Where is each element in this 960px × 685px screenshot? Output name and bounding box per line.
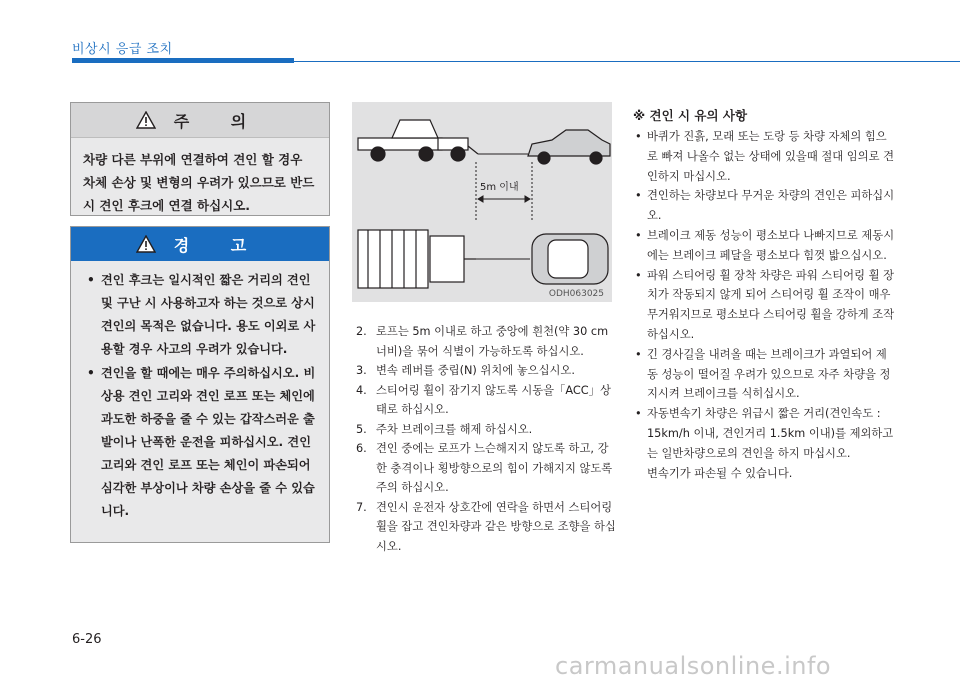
note-item: • 바퀴가 진흙, 모래 또는 도랑 등 차량 자체의 힘으로 빠져 나올수 없는 상태에 있을때 절대 임의로 견인하지 마십시오. bbox=[633, 127, 895, 186]
caution-header bbox=[71, 103, 329, 138]
distance-label: 5m 이내 bbox=[480, 178, 519, 193]
note-item: • 긴 경사길을 내려올 때는 브레이크가 과열되어 제동 성능이 떨어질 우려가 있으므로 자주 차량을 정지시켜 브레이크를 식히십시오. bbox=[633, 345, 895, 404]
warning-triangle-icon bbox=[136, 111, 156, 129]
sedan-side bbox=[528, 130, 610, 164]
sedan-top bbox=[532, 234, 608, 284]
towing-illustration bbox=[352, 102, 612, 302]
warning-list bbox=[71, 261, 329, 523]
step-item: 4. 스티어링 휠이 잠기지 않도록 시동을「ACC」상태로 하십시오. bbox=[356, 383, 611, 416]
notes-list bbox=[633, 127, 895, 483]
step-item: 7. 견인시 운전자 상호간에 연락을 하면서 스티어링 휠을 잡고 견인차량과 같은 방향으로 조향을 하십시오. bbox=[356, 500, 616, 553]
warning-item: • 견인 후크는 일시적인 짧은 거리의 견인 및 구난 시 사용하고자 하는 것으로 상시 견인의 목적은 없습니다. 용도 이외로 사용할 경우 사고의 우려가 있습니다. bbox=[85, 269, 319, 361]
note-item: • 자동변속기 차량은 위급시 짧은 거리(견인속도 : 15km/h 이내, 견인거리 1.5km 이내)를 제외하고는 일반차량으로의 견인을 하지 마십시오. 변속기가 파손될 수 있습니다. bbox=[633, 404, 895, 483]
notes-title: ※ 견인 시 유의 사항 bbox=[633, 108, 748, 123]
caution-text: 차량 다른 부위에 연결하여 견인 할 경우 차체 손상 및 변형의 우려가 있으므로 반드시 견인 후크에 연결 하십시오. bbox=[83, 152, 315, 213]
tow-truck-side bbox=[358, 120, 478, 161]
watermark: carmanualsonline.info bbox=[555, 652, 832, 680]
header-rule-thin bbox=[294, 61, 960, 62]
note-item: • 파워 스티어링 휠 장착 차량은 파워 스티어링 휠 장치가 작동되지 않게 되어 스티어링 휠 조작이 매우 무거워지므로 평소보다 스티어링 휠을 강하게 조작하십시오. bbox=[633, 266, 895, 345]
step-item: 6. 견인 중에는 로프가 느슨해지지 않도록 하고, 강한 충격이나 횡방향으로의 힘이 가해지지 않도록 주의 하십시오. bbox=[356, 442, 613, 494]
header-rule-thick bbox=[72, 58, 294, 63]
caution-box bbox=[70, 102, 330, 216]
note-item: • 브레이크 제동 성능이 평소보다 나빠지므로 제동시에는 브레이크 페달을 평소보다 힘껏 밟으십시오. bbox=[633, 226, 895, 266]
warning-header bbox=[71, 227, 329, 261]
warning-item: • 견인을 할 때에는 매우 주의하십시오. 비상용 견인 고리와 견인 로프 또는 체인에 과도한 하중을 줄 수 있는 갑작스러운 출발이나 난폭한 운전을 피하십시오. 견인 고리와 견인 로프 또는 체인이 파손되어 심각한 부상이나 차량 손상을 줄 수 있습니다. bbox=[85, 362, 319, 523]
section-title: 비상시 응급 조치 bbox=[72, 42, 173, 57]
warning-title: 경 고 bbox=[173, 235, 265, 255]
page-number: 6-26 bbox=[72, 632, 102, 647]
warning-triangle-icon bbox=[136, 235, 156, 253]
step-item: 3. 변속 레버를 중립(N) 위치에 놓으십시오. bbox=[356, 364, 575, 377]
towing-diagram bbox=[352, 102, 612, 302]
step-item: 5. 주차 브레이크를 해제 하십시오. bbox=[356, 422, 533, 436]
caution-title: 주 의 bbox=[173, 111, 265, 131]
figure-code: ODH063025 bbox=[548, 289, 604, 299]
step-item: 2. 로프는 5m 이내로 하고 중앙에 흰천(약 30 cm 너비)을 묶어 식별이 가능하도록 하십시오. bbox=[356, 325, 609, 358]
towing-steps bbox=[356, 322, 618, 556]
warning-box bbox=[70, 226, 330, 543]
tow-truck-top bbox=[358, 230, 476, 288]
note-item: • 견인하는 차량보다 무거운 차량의 견인은 피하십시오. bbox=[633, 186, 895, 226]
